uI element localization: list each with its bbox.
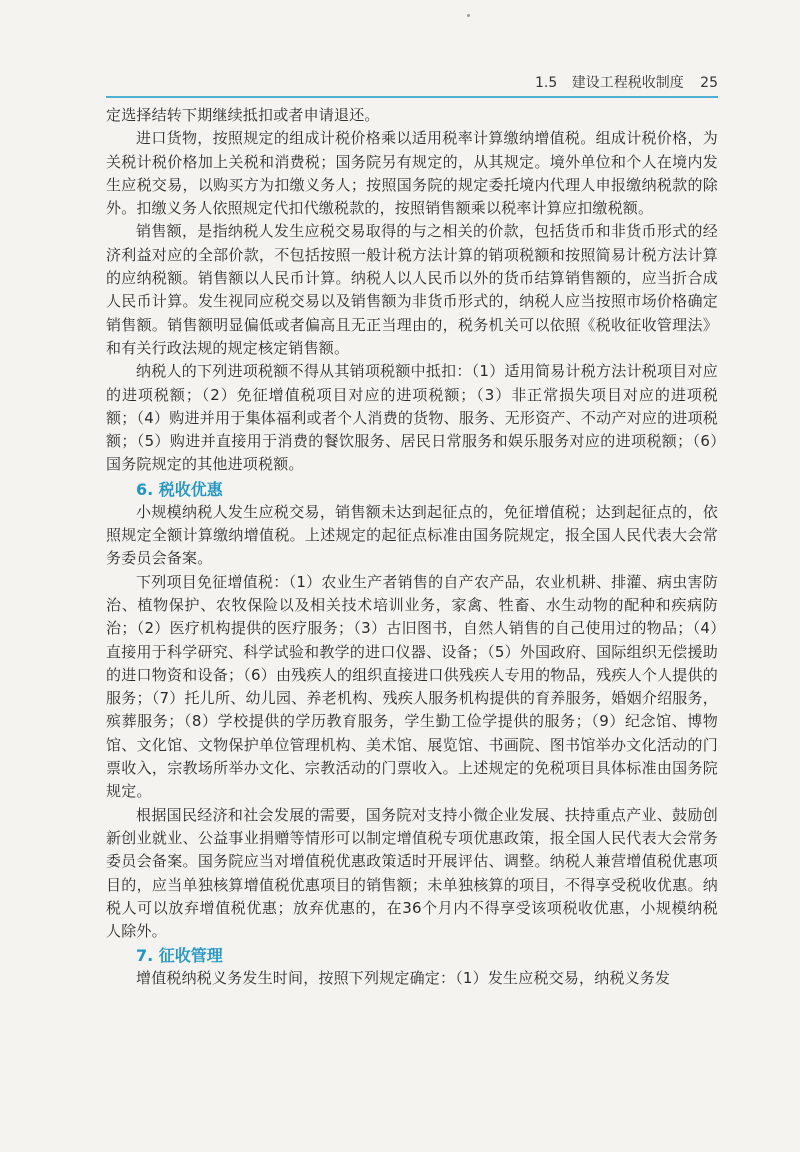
header-rule xyxy=(106,96,718,98)
running-header xyxy=(106,72,718,94)
paragraph-exempt-items: 下列项目免征增值税：（1）农业生产者销售的自产农产品，农业机耕、排灌、病虫害防治、植物保护、农牧保险以及相关技术培训业务，家禽、牲畜、水生动物的配种和疾病防治；（2）医疗机构提供的医疗服务；（3）古旧图书，自然人销售的自己使用过的物品；（4）直接用于科学研究、科学试验和教学的进口仪器、设备；（5）外国政府、国际组织无偿援助的进口物资和设备；（6）由残疾人的组织直接进口供残疾人专用的物品，残疾人个人提供的服务；（7）托儿所、幼儿园、养老机构、残疾人服务机构提供的育养服务，婚姻介绍服务，殡葬服务；（8）学校提供的学历教育服务，学生勤工俭学提供的服务；（9）纪念馆、博物馆、文化馆、文物保护单位管理机构、美术馆、展览馆、书画院、图书馆举办文化活动的门票收入，宗教场所举办文化、宗教活动的门票收入。上述规定的免税项目具体标准由国务院规定。 xyxy=(106,572,718,801)
paragraph-tax-obligation-time: 增值税纳税义务发生时间，按照下列规定确定：（1）发生应税交易，纳税义务发 xyxy=(136,969,671,988)
paragraph-special-policies: 根据国民经济和社会发展的需要，国务院对支持小微企业发展、扶持重点产业、鼓励创新创业就业、公益事业捐赠等情形可以制定增值税专项优惠政策，报全国人民代表大会常务委员会备案。国务院应当对增值税优惠政策适时开展评估、调整。纳税人兼营增值税优惠项目的，应当单独核算增值税优惠项目的销售额；未单独核算的项目，不得享受税收优惠。纳税人可以放弃增值税优惠；放弃优惠的，在36个月内不得享受该项税收优惠，小规模纳税人除外。 xyxy=(106,805,718,941)
paragraph-sales-amount: 销售额，是指纳税人发生应税交易取得的与之相关的价款，包括货币和非货币形式的经济利益对应的全部价款，不包括按照一般计税方法计算的销项税额和按照简易计税方法计算的应纳税额。销售额以人民币计算。纳税人以人民币以外的货币结算销售额的，应当折合成人民币计算。发生视同应税交易以及销售额为非货币形式的，纳税人应当按照市场价格确定销售额。销售额明显偏低或者偏高且无正当理由的，税务机关可以依照《税收征收管理法》和有关行政法规的规定核定销售额。 xyxy=(106,222,718,357)
section-heading-tax-incentives: 6. 税收优惠 xyxy=(136,479,223,499)
header-chapter-title: 建设工程税收制度 xyxy=(571,75,684,91)
page-number: 25 xyxy=(700,75,718,91)
paragraph-import-goods: 进口货物，按照规定的组成计税价格乘以适用税率计算缴纳增值税。组成计税价格，为关税计税价格加上关税和消费税；国务院另有规定的，从其规定。境外单位和个人在境内发生应税交易，以购买方为扣缴义务人；按照国务院的规定委托境内代理人申报缴纳税款的除外。扣缴义务人依照规定代扣代缴税款的，按照销售额乘以税率计算应扣缴税额。 xyxy=(106,129,718,218)
paragraph-small-taxpayer-threshold: 小规模纳税人发生应税交易，销售额未达到起征点的，免征增值税；达到起征点的，依照规定全额计算缴纳增值税。上述规定的起征点标准由国务院规定，报全国人民代表大会常务委员会备案。 xyxy=(106,502,718,568)
section-heading-collection-management: 7. 征收管理 xyxy=(136,946,223,966)
paragraph-continuation: 定选择结转下期继续抵扣或者申请退还。 xyxy=(106,106,380,124)
page-speck xyxy=(467,14,470,17)
body-text xyxy=(106,104,718,991)
header-section-number: 1.5 xyxy=(535,75,558,91)
paragraph-input-tax-exclusions: 纳税人的下列进项税额不得从其销项税额中抵扣：（1）适用简易计税方法计税项目对应的进项税额；（2）免征增值税项目对应的进项税额；（3）非正常损失项目对应的进项税额；（4）购进并用于集体福利或者个人消费的货物、服务、无形资产、不动产对应的进项税额；（5）购进并直接用于消费的餐饮服务、居民日常服务和娱乐服务对应的进项税额；（6）国务院规定的其他进项税额。 xyxy=(106,362,718,474)
